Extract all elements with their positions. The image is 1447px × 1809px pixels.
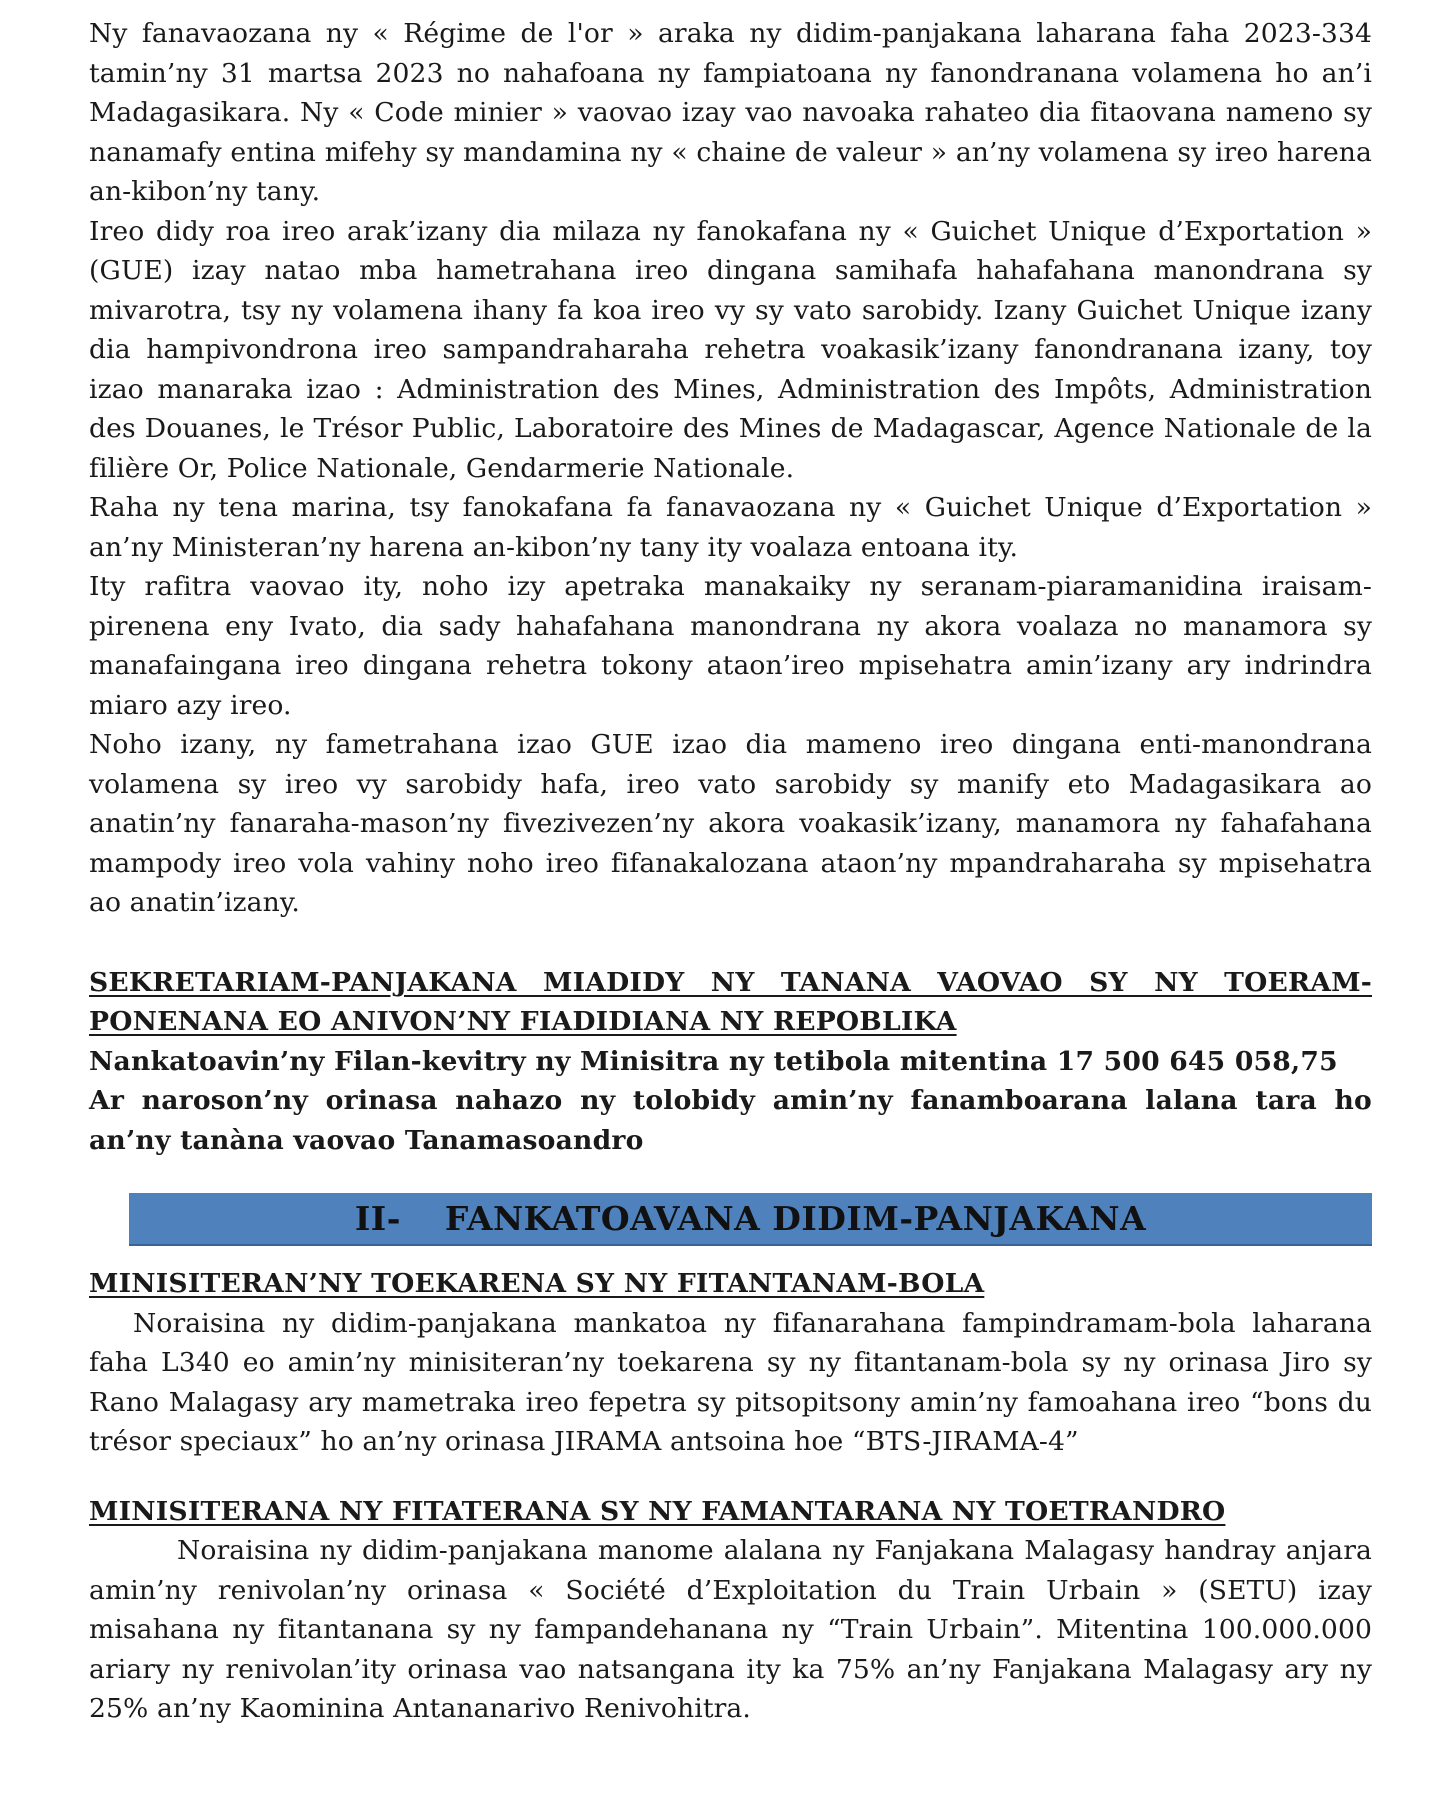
intro-paragraph-2: Ireo didy roa ireo arak’izany dia milaza ny fanokafana ny « Guichet Unique d’Exportation » (GUE) izay natao mba hametrahana ireo dingana samihafa hahafahana manondrana sy mivarotra, tsy ny volamena ihany fa koa ireo vy sy vato sarobidy. Izany Guichet Unique izany dia hampivondrona ireo sampandraharaha rehetra voakasik’izany fanondranana izany, toy izao manaraka izao : Administration des Mines, Administration des Impôts, Administration des Douanes, le Trésor Public, Laboratoire des Mines de Madagascar, Agence Nationale de la filière Or, Police Nationale, Gendarmerie Nationale. — [89, 215, 1372, 484]
document-page — [89, 14, 1372, 1729]
ministry-transport-heading: MINISITERANA NY FITATERANA SY NY FAMANTARANA NY TOETRANDRO — [89, 1495, 1226, 1527]
intro-paragraph-1: Ny fanavaozana ny « Régime de l'or » araka ny didim-panjakana laharana faha 2023-334 tamin’ny 31 martsa 2023 no nahafoana ny fampiatoana ny fanondranana volamena ho an’i Madagasikara. Ny « Code minier » vaovao izay vao navoaka rahateo dia fitaovana nameno sy nanamafy entina mifehy sy mandamina ny « chaine de valeur » an’ny volamena sy ireo harena an-kibon’ny tany. — [89, 18, 1372, 207]
ministry-finance-body: Noraisina ny didim-panjakana mankatoa ny fifanarahana fampindramam-bola laharana faha L340 eo amin’ny minisiteran’ny toekarena sy ny fitantanam-bola sy ny orinasa Jiro sy Rano Malagasy ary mametraka ireo fepetra sy pitsopitsony amin’ny famoahana ireo “bons du trésor speciaux” ho an’ny orinasa JIRAMA antsoina hoe “BTS-JIRAMA-4” — [89, 1307, 1372, 1457]
secretariat-contract-line: Ar naroson’ny orinasa nahazo ny tolobidy amin’ny fanamboarana lalana tara ho an’ny tanàna vaovao Tanamasoandro — [89, 1085, 1372, 1156]
intro-paragraph-4: Ity rafitra vaovao ity, noho izy apetraka manakaiky ny seranam-piaramanidina iraisam-pirenena eny Ivato, dia sady hahafahana manondrana ny akora voalaza no manamora sy manafaingana ireo dingana rehetra tokony ataon’ireo mpisehatra amin’izany ary indrindra miaro azy ireo. — [89, 571, 1372, 721]
spacer — [89, 1246, 1372, 1264]
spacer — [89, 1462, 1372, 1492]
intro-paragraph-3: Raha ny tena marina, tsy fanokafana fa fanavaozana ny « Guichet Unique d’Exportation » an’ny Ministeran’ny harena an-kibon’ny tany ity voalaza entoana ity. — [89, 492, 1372, 563]
spacer — [89, 923, 1372, 963]
secretariat-budget-line: Nankatoavin’ny Filan-kevitry ny Minisitra ny tetibola mitentina 17 500 645 058,75 — [89, 1045, 1338, 1077]
section-banner — [129, 1193, 1372, 1246]
secretariat-heading: SEKRETARIAM-PANJAKANA MIADIDY NY TANANA VAOVAO SY NY TOERAM-PONENANA EO ANIVON’NY FIADIDIANA NY REPOBLIKA — [89, 966, 1372, 1037]
ministry-finance-heading: MINISITERAN’NY TOEKARENA SY NY FITANTANAM-BOLA — [89, 1268, 985, 1299]
section-number: II- — [354, 1199, 401, 1238]
section-title: FANKATOAVANA DIDIM-PANJAKANA — [444, 1199, 1147, 1238]
ministry-transport-body: Noraisina ny didim-panjakana manome alalana ny Fanjakana Malagasy handray anjara amin’ny renivolan’ny orinasa « Société d’Exploitation du Train Urbain » (SETU) izay misahana ny fitantanana sy ny fampandehanana ny “Train Urbain”. Mitentina 100.000.000 ariary ny renivolan’ity orinasa vao natsangana ity ka 75% an’ny Fanjakana Malagasy ary ny 25% an’ny Kaominina Antananarivo Renivohitra. — [89, 1535, 1372, 1724]
intro-paragraph-5: Noho izany, ny fametrahana izao GUE izao dia mameno ireo dingana enti-manondrana volamena sy ireo vy sarobidy hafa, ireo vato sarobidy sy manify eto Madagasikara ao anatin’ny fanaraha-mason’ny fivezivezen’ny akora voakasik’izany, manamora ny fahafahana mampody ireo vola vahiny noho ireo fifanakalozana ataon’ny mpandraharaha sy mpisehatra ao anatin’izany. — [89, 729, 1372, 918]
